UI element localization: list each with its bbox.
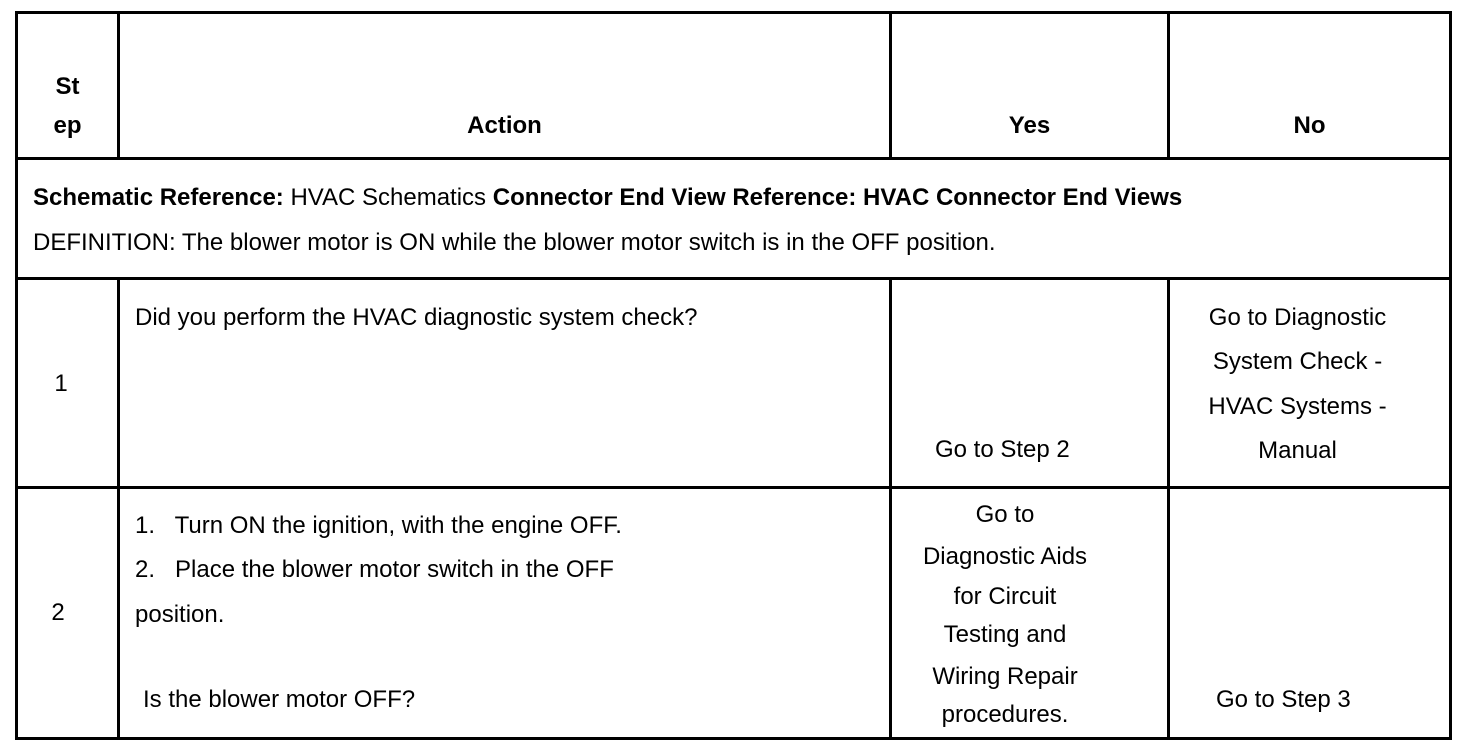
definition-text: DEFINITION: The blower motor is ON while the blower motor switch is in the OFF position. [33, 229, 996, 256]
schematic-reference [33, 184, 1182, 213]
col-sep-step-body [117, 277, 120, 740]
row2-action-item2: 2. Place the blower motor switch in the OFF [135, 556, 614, 583]
header-yes: Yes [1008, 112, 1051, 139]
header-divider [15, 157, 1452, 160]
row2-yes-line3: for Circuit [953, 583, 1057, 610]
diagnostic-table [15, 11, 1452, 741]
row2-action-item1: 1. Turn ON the ignition, with the engine OFF. [135, 512, 622, 539]
schematic-reference-value: HVAC Schematics [283, 184, 493, 211]
row2-yes-line5: Wiring Repair [932, 663, 1078, 690]
row1-action: Did you perform the HVAC diagnostic system check? [135, 304, 698, 331]
row1-divider [15, 486, 1452, 489]
row1-no [1175, 304, 1420, 466]
reference-divider [15, 277, 1452, 280]
header-step-line2: ep [53, 111, 82, 139]
header-step [18, 73, 117, 141]
schematic-reference-label: Schematic Reference: [33, 184, 284, 211]
row2-yes [895, 501, 1115, 730]
row2-question: Is the blower motor OFF? [143, 686, 416, 713]
row2-yes-line6: procedures. [941, 701, 1069, 728]
row2-step: 2 [51, 599, 65, 626]
row1-no-line1: Go to Diagnostic [1208, 304, 1387, 331]
table-border-top [15, 11, 1452, 14]
row1-no-line4: Manual [1258, 437, 1337, 464]
row2-no: Go to Step 3 [1216, 686, 1351, 713]
row1-yes: Go to Step 2 [935, 436, 1070, 463]
row2-yes-line1: Go to [975, 501, 1035, 528]
col-sep-action-body [889, 277, 892, 740]
row2-yes-line2: Diagnostic Aids [922, 543, 1088, 570]
col-sep-yes-body [1167, 277, 1170, 740]
table-border-bottom [15, 737, 1452, 740]
connector-reference-label: Connector End View Reference: HVAC Connector End Views [492, 184, 1183, 211]
row1-step: 1 [54, 370, 68, 397]
row1-no-line3: HVAC Systems - [1208, 393, 1387, 420]
row1-no-line2: System Check - [1212, 348, 1383, 375]
header-step-line1: St [55, 73, 80, 100]
row2-action [135, 512, 622, 630]
header-action: Action [467, 112, 542, 139]
table-border-right [1449, 11, 1452, 740]
row2-action-item3: position. [135, 601, 225, 628]
row2-yes-line4: Testing and [943, 621, 1067, 648]
header-no: No [1293, 112, 1326, 139]
